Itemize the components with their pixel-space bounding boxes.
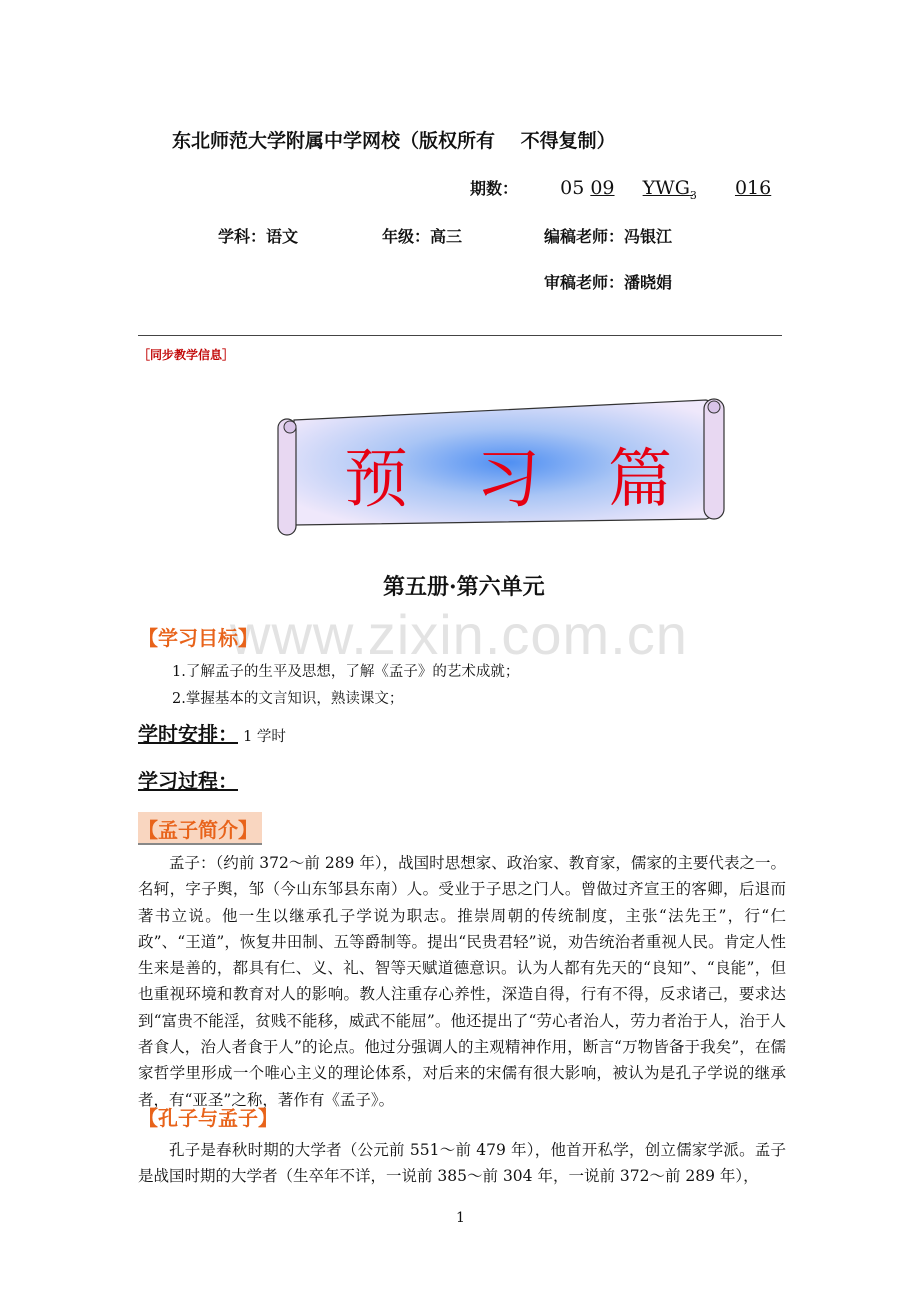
issue-part-3: $YWG_3$ [642, 177, 697, 202]
issue-part-2: 09 [590, 177, 615, 199]
confucius-mencius-text: 孔子是春秋时期的大学者（公元前 551～前 479 年），他首开私学，创立儒家学派。孟子是战国时期的大学者（生卒年不详，一说前 385～前 304 年，一说前 372～前 289 年）， [138, 1141, 786, 1186]
schedule-line [138, 718, 286, 747]
reviewer-label: 审稿老师：潘晓娟 [544, 273, 673, 292]
header-divider [138, 335, 782, 336]
objectives-heading: 【学习目标】 [138, 626, 258, 650]
volume-title: 第五册·第六单元 [383, 574, 545, 600]
issue-label: 期数： [470, 179, 519, 198]
schedule-value: 1 学时 [243, 729, 286, 745]
page-number: 1 [456, 1210, 465, 1226]
issue-part-4: 016 [734, 177, 772, 199]
editor-label: 编稿老师：冯银江 [544, 227, 673, 246]
schedule-label: 学时安排： [138, 722, 238, 746]
watermark: www.zixin.com.cn [230, 603, 688, 666]
grade-label: 年级：高三 [382, 227, 463, 246]
objective-item-2: 2.掌握基本的文言知识，熟读课文； [172, 691, 404, 707]
section-tag: ［同步教学信息］ [138, 348, 235, 362]
issue-part-1: 05 [560, 177, 585, 199]
process-heading: 学习过程： [138, 769, 238, 793]
mencius-intro-text: 孟子：（约前 372～前 289 年），战国时思想家、政治家、教育家，儒家的主要代表之一。名轲，字子舆，邹（今山东邹县东南）人。受业于子思之门人。曾做过齐宣王的客卿，后退而著书立说。他一生以继承孔子学说为职志。推崇周朝的传统制度，主张“法先王”，行“仁政”、“王道”，恢复井田制、五等爵制等。提出“民贵君轻”说，劝告统治者重视人民。肯定人性生来是善的，都具有仁、义、礼、智等天赋道德意识。认为人都有先天的“良知”、“良能”，但也重视环境和教育对人的影响。教人注重存心养性，深造自得，行有不得，反求诸己，要求达到“富贵不能淫，贫贱不能移，威武不能屈”。他还提出了“劳心者治人，劳力者治于人，治于人者食人，治人者食于人”的论点。他过分强调人的主观精神作用，断言“万物皆备于我矣”，在儒家哲学里形成一个唯心主义的理论体系，对后来的宋儒有很大影响，被认为是孔子学说的继承者，有“亚圣”之称，著作有《孟子》。 [138, 854, 786, 1109]
objective-item-1: 1.了解孟子的生平及思想，了解《孟子》的艺术成就； [172, 664, 520, 680]
banner-text: 预 习 篇 [344, 443, 674, 517]
issue-line [470, 176, 771, 202]
confucius-mencius-heading: 【孔子与孟子】 [138, 1106, 278, 1130]
mencius-intro-heading: 【孟子简介】 [138, 812, 262, 845]
subject-label: 学科：语文 [218, 227, 299, 246]
document-title: 东北师范大学附属中学网校（版权所有 不得复制） [172, 130, 616, 152]
